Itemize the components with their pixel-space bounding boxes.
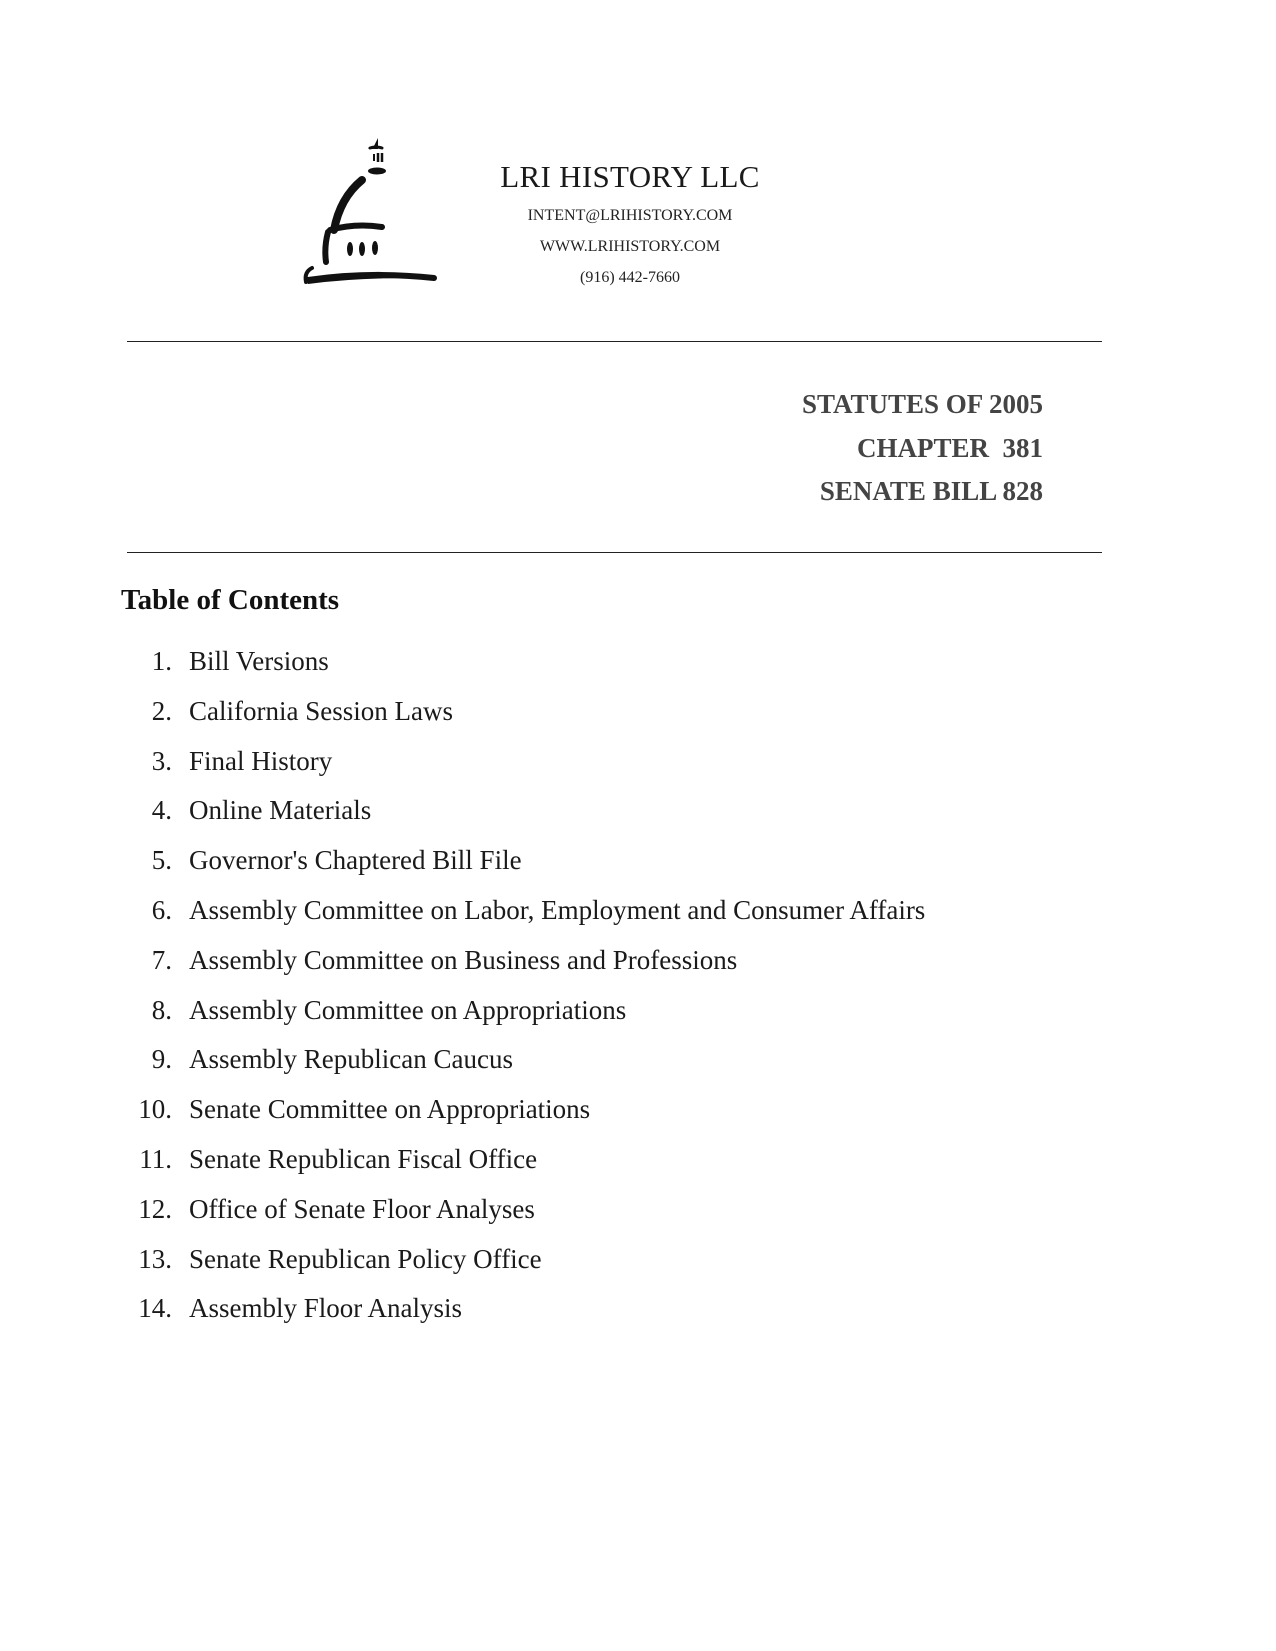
toc-item [120, 1194, 925, 1244]
toc-item-label: Senate Committee on Appropriations [189, 1094, 591, 1125]
toc-item [120, 845, 925, 895]
statutes-year: STATUTES OF 2005 [801, 389, 1043, 419]
toc-item-number: 6. [151, 894, 172, 925]
toc-item-label: Senate Republican Fiscal Office [189, 1143, 538, 1174]
company-header [440, 160, 820, 293]
toc-item-number: 8. [151, 994, 172, 1025]
toc-item-label: Office of Senate Floor Analyses [189, 1193, 535, 1224]
toc-item-number: 14. [138, 1293, 172, 1324]
bottom-divider [127, 552, 1102, 553]
toc-item-label: Bill Versions [189, 646, 329, 676]
toc-item [120, 696, 925, 746]
toc-item-label: Assembly Floor Analysis [189, 1293, 463, 1324]
capitol-dome-icon [300, 132, 440, 292]
toc-item-number: 9. [151, 1044, 172, 1075]
toc-item [120, 1044, 925, 1094]
toc-item-label: California Session Laws [189, 695, 453, 726]
toc-item-number: 12. [138, 1193, 172, 1224]
toc-item [120, 945, 925, 995]
toc-item-label: Assembly Committee on Appropriations [189, 994, 627, 1025]
toc-item-number: 11. [139, 1143, 172, 1174]
toc-item-number: 13. [138, 1243, 172, 1274]
toc-item-number: 2. [151, 695, 172, 726]
toc-title: Table of Contents [121, 584, 340, 616]
toc-item [120, 1144, 925, 1194]
toc-item-number: 7. [151, 944, 172, 975]
company-name: LRI HISTORY LLC [500, 159, 760, 194]
toc-item [120, 995, 925, 1045]
toc-item-number: 10. [138, 1094, 172, 1125]
company-email: INTENT@LRIHISTORY.COM [527, 207, 733, 224]
toc-item [120, 646, 925, 696]
toc-item-number: 4. [151, 795, 172, 826]
toc-item-label: Final History [189, 745, 333, 776]
company-website: WWW.LRIHISTORY.COM [539, 238, 721, 255]
toc-item [120, 795, 925, 845]
chapter-number: CHAPTER 381 [856, 432, 1043, 463]
toc-item-label: Assembly Committee on Business and Professions [189, 944, 738, 975]
toc-item [120, 1293, 925, 1343]
toc-item-label: Assembly Republican Caucus [189, 1044, 513, 1075]
toc-item [120, 1094, 925, 1144]
statute-info [802, 383, 1043, 514]
company-phone: (916) 442-7660 [580, 269, 680, 286]
toc-item-number: 1. [151, 646, 172, 676]
toc-item-number: 3. [151, 745, 172, 776]
toc-item [120, 1244, 925, 1294]
toc-list [120, 646, 925, 1343]
toc-item [120, 746, 925, 796]
bill-number: SENATE BILL 828 [819, 476, 1043, 506]
toc-item-label: Senate Republican Policy Office [189, 1243, 542, 1274]
top-divider [127, 341, 1102, 342]
toc-item-label: Assembly Committee on Labor, Employment and Consumer Affairs [189, 894, 926, 925]
toc-item [120, 895, 925, 945]
toc-item-number: 5. [151, 845, 172, 876]
toc-item-label: Online Materials [189, 795, 372, 826]
toc-item-label: Governor's Chaptered Bill File [189, 845, 522, 876]
